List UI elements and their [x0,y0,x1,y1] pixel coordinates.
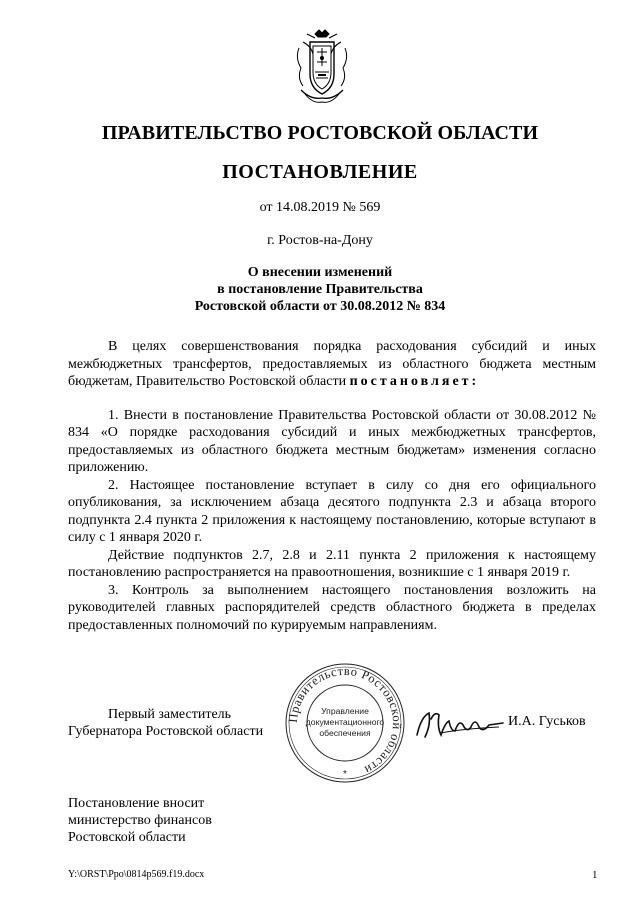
submitted-by-note [68,795,212,846]
signatory-name: И.А. Гуськов [508,714,586,729]
seal-center-line-1: Управление [321,706,369,716]
note-line-3: Ростовской области [68,830,186,845]
item-2-paragraph: 2. Настоящее постановление вступает в силу со дня его официального опубликования, за исключением абзаца десятого подпункта 2.3 и абзаца второго подпункта 2.4 пункта 2 приложения к настоящему постановлению, которые вступают в силу с 1 января 2020 г. [68,477,596,545]
signatory-position [68,706,263,740]
note-line-2: министерство финансов [68,813,212,828]
seal-ring-text: Правительство Ростовской области [285,663,405,778]
preamble-text: В целях совершенствования порядка расходования субсидий и иных межбюджетных трансфертов, предоставляемых из областного бюджета местным бюджетам, Правительство Ростовской области [68,339,596,389]
item-3-paragraph: 3. Контроль за выполнением настоящего постановления возложить на руководителей главных распорядителей средств областного бюджета в пределах предоставленных полномочий по курируемым направлениям. [68,582,596,633]
preamble-paragraph [68,338,596,391]
subject-line-1: О внесении изменений [247,265,393,280]
position-line-2: Губернатора Ростовской области [68,724,264,739]
document-type-title: ПОСТАНОВЛЕНИЕ [222,161,418,183]
coat-of-arms-icon [293,28,351,106]
handwritten-signature-icon [411,705,507,745]
item-2-extra-paragraph: Действие подпунктов 2.7, 2.8 и 2.11 пункта 2 приложения к настоящему постановлению распространяется на правоотношения, возникшие с 1 января 2019 г. [68,547,596,580]
seal-star: * [343,769,347,780]
date-number-line: от 14.08.2019 № 569 [259,200,381,215]
subject-line-2: в постановление Правительства [217,282,423,297]
note-line-1: Постановление вносит [68,796,205,811]
decree-body [68,338,596,634]
subject-line-3: Ростовской области от 30.08.2012 № 834 [194,299,446,314]
item-1-paragraph: 1. Внести в постановление Правительства Ростовской области от 30.08.2012 № 834 «О порядке расходования субсидий и иных межбюджетных трансфертов, предоставляемых из областного бюджета местным бюджетам» изменения согласно приложению. [68,407,596,475]
official-seal-icon [283,661,407,785]
page-number: 1 [592,869,598,881]
footer-file-path: Y:\ORST\Ppo\0814p569.f19.docx [68,869,205,880]
seal-center-line-2: документационного [305,717,385,727]
city-line: г. Ростов-на-Дону [267,233,373,248]
government-title: ПРАВИТЕЛЬСТВО РОСТОВСКОЙ ОБЛАСТИ [101,122,539,144]
position-line-1: Первый заместитель [108,707,232,722]
preamble-keyword: постановляет: [349,374,480,389]
seal-center-line-3: обеспечения [319,728,371,738]
decree-subject [0,264,640,315]
